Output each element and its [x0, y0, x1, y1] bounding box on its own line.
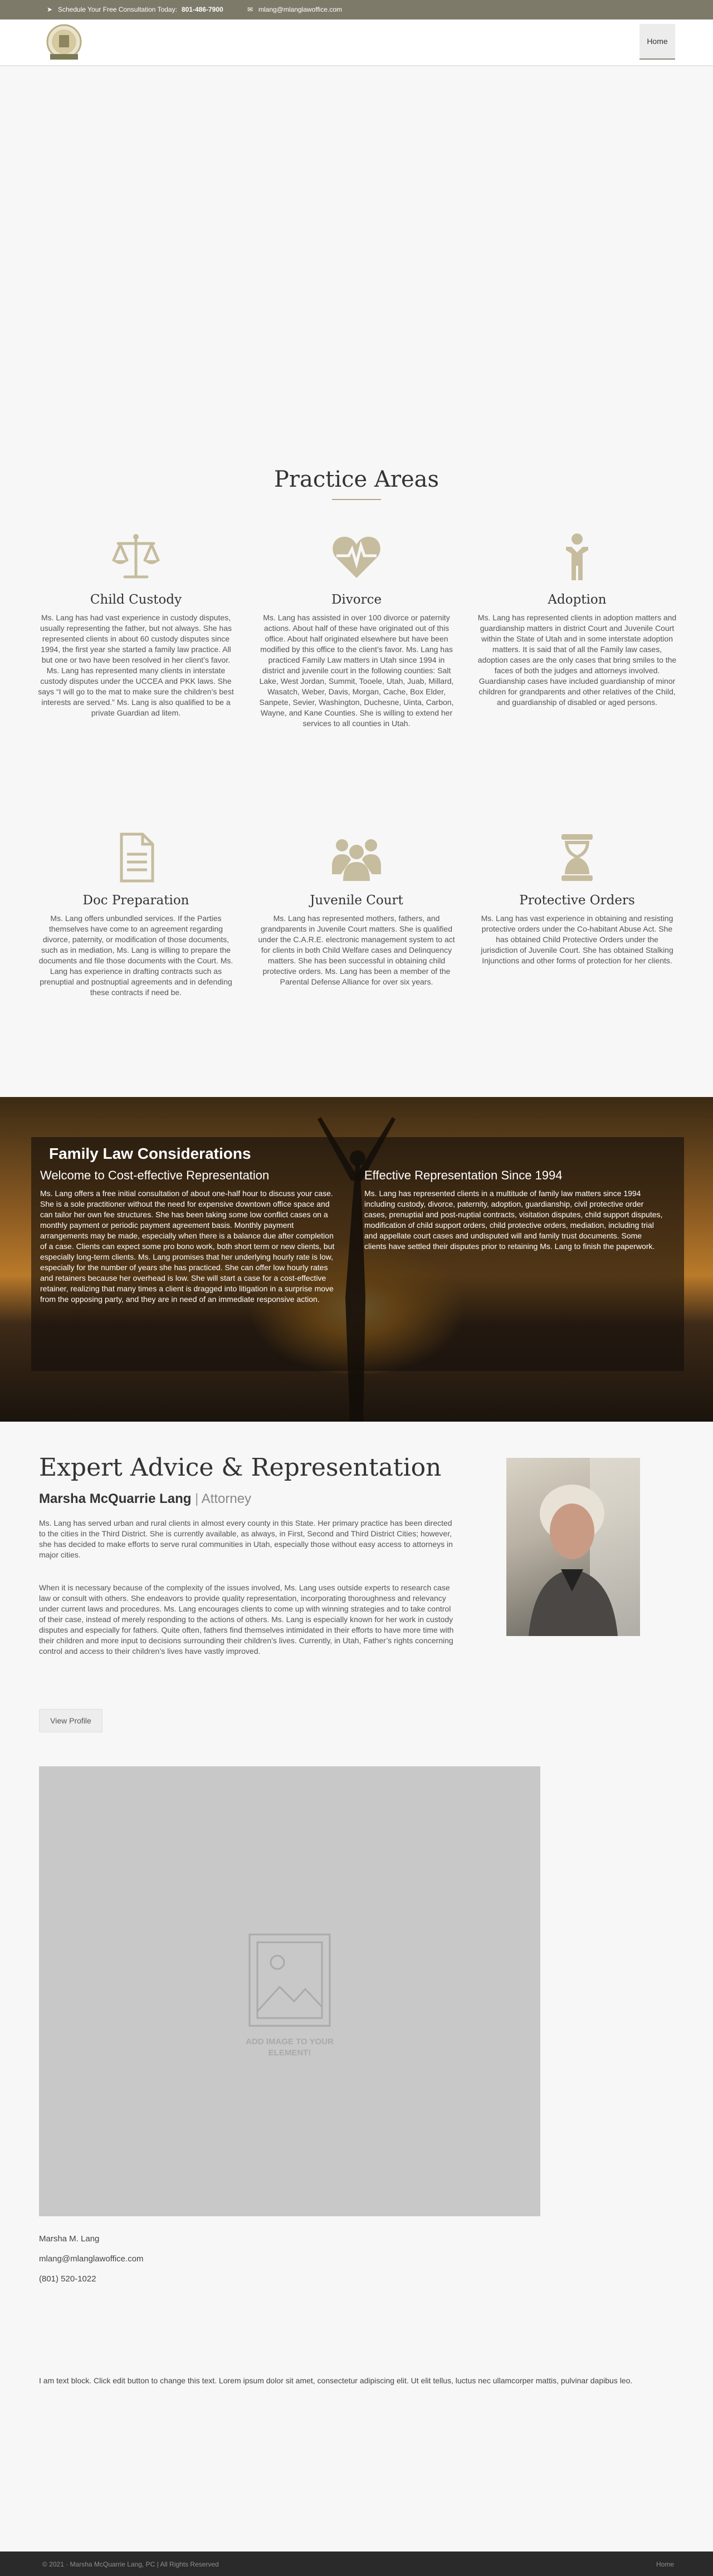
- practice-title: Protective Orders: [519, 893, 635, 908]
- practice-text: Ms. Lang offers unbundled services. If the Parties themselves have come to an agreement regarding divorce, paternity, or modification of those documents, such as in mediation, Ms. Lang is willing to prepare the documents and file those documents with the Court. Ms. Lang has experience in drafting contracts such as prenuptial and postnuptial agreements and in defending these contracts if need be.: [38, 914, 233, 997]
- consultation-info: [46, 6, 223, 13]
- expert-title: Expert Advice & Representation: [39, 1453, 442, 1482]
- attorney-name: Marsha McQuarrie Lang: [39, 1491, 192, 1506]
- footer-nav-home[interactable]: Home: [656, 2560, 674, 2568]
- top-email-link[interactable]: mlang@mlanglawoffice.com: [258, 6, 343, 13]
- paper-plane-icon: ➤: [46, 6, 53, 13]
- broken-heart-icon: [329, 529, 384, 585]
- image-placeholder-icon: [245, 1933, 334, 2028]
- practice-item-adoption: [477, 529, 677, 708]
- hourglass-icon: [549, 830, 605, 885]
- practice-text: Ms. Lang has had vast experience in custody disputes, usually representing the father, but not always. She has represented clients in about 60 custody disputes since 1994, the first year she started a family law practice. All but one or two have been resolved in her client’s favor. Ms. Lang has represented many clients in interstate custody disputes under the UCCEA and PKK laws. She says “I will go to the mat to make sure the children’s best interests are served.” Ms. Lang is also qualified to be a private Guardian ad litem.: [38, 613, 234, 717]
- portrait-image: [506, 1458, 640, 1636]
- placeholder-graphic: [245, 1933, 334, 2059]
- right-heading: Effective Representation Since 1994: [364, 1168, 563, 1182]
- email-info: [246, 6, 342, 13]
- practice-title: Adoption: [548, 592, 607, 607]
- practice-title: Child Custody: [90, 592, 182, 607]
- right-text: Ms. Lang has represented clients in a multitude of family law matters since 1994 including custody, divorce, paternity, adoption, guardianship, civil protective order cases, prenuptial and post-nuptial contracts, visitation disputes, child support disputes, modification of child support orders, child protective orders, mediation, including trial and appellate court cases and undisputed will and family trust documents. Some clients have settled their disputes prior to retaining Ms. Lang to finish the paperwork.: [364, 1189, 663, 1251]
- top-bar: [0, 0, 713, 19]
- placeholder-caption: ADD IMAGE TO YOUR ELEMENT!: [246, 2037, 334, 2058]
- practice-text: Ms. Lang has represented mothers, fathers, and grandparents in Juvenile Court matters. She is qualified under the C.A.R.E. electronic management system to act for clients in both Child Welfare cases and Delinquency matters. She has been successful in obtaining child protective orders. Ms. Lang has been a member of the Parental Defense Alliance for over six years.: [258, 914, 455, 986]
- practice-item-child-custody: [36, 529, 236, 718]
- site-header: [0, 19, 713, 66]
- footer-copyright: © 2021 · Marsha McQuarrie Lang, PC | All Rights Reserved: [42, 2560, 219, 2568]
- practice-item-juvenile-court: [256, 830, 457, 987]
- text-block: I am text block. Click edit button to change this text. Lorem ipsum dolor sit amet, consectetur adipiscing elit. Ut elit tellus, luctus nec ullamcorper mattis, pulvinar dapibus leo.: [39, 2376, 633, 2385]
- practice-areas-title: Practice Areas: [274, 467, 439, 492]
- left-text: Ms. Lang offers a free initial consultation of about one-half hour to discuss your case. She is a sole practitioner without the need for expensive downtown office space and can tailor her own fee structures. She has been taking some low conflict cases on a monthly payment or periodic payment agreement basis. Monthly payment arrangements may be made, especially when there is a balance due after completion of a case. Clients can expect some pro bono work, both short term or new clients, but especially long-term clients. Ms. Lang promises that her underlying hourly rate is low, especially for the number of years she has practiced. She can offer low hourly rates and retainers because her overhead is low. She will start a case for a cost-effective retainer, realizing that many times a client is dragged into litigation in a surprise move from the opposing party, and they are in need of an immediate responsive action.: [40, 1189, 335, 1304]
- envelope-icon: ✉: [247, 6, 253, 13]
- attorney-role: Attorney: [201, 1491, 252, 1506]
- contact-name: Marsha M. Lang: [39, 2234, 100, 2244]
- byline-separator: |: [195, 1491, 199, 1506]
- attorney-byline: [39, 1491, 251, 1507]
- contact-phone[interactable]: (801) 520-1022: [39, 2274, 96, 2284]
- nav-home[interactable]: Home: [639, 24, 675, 60]
- practice-title: Doc Preparation: [82, 893, 189, 908]
- expert-paragraph-1: Ms. Lang has served urban and rural clients in almost every county in this State. Her primary practice has been directed to the cities in the Third District. She is currently available, as always, in First, Second and Third District Cities; however, she has decided to make efforts to serve rural communities in Utah, especially those without easy access to attorneys in major cities.: [39, 1519, 453, 1559]
- title-divider: [332, 499, 381, 500]
- considerations-title: Family Law Considerations: [49, 1145, 251, 1162]
- consultation-text: Schedule Your Free Consultation Today:: [58, 6, 177, 13]
- practice-title: Divorce: [331, 592, 382, 607]
- image-placeholder: [39, 1766, 540, 2216]
- attorney-photo: [506, 1458, 640, 1636]
- left-heading: Welcome to Cost-effective Representation: [40, 1168, 270, 1182]
- expert-paragraph-2: When it is necessary because of the complexity of the issues involved, Ms. Lang uses outside experts to research case law or consult with others. She endeavors to provide quality representation, incorporating thoroughness and relevancy under current laws and procedures. Ms. Lang encourages clients to come up with winning strategies and to take control of their case, instead of merely responding to the actions of others. Ms. Lang is especially known for her work in custody disputes and especially for fathers. Quite often, fathers find themselves intimidated in their efforts to have more time with their children and more input to decisions surrounding their children’s lives. Currently, in Utah, Father’s rights concerning control and access to their children’s lives have vastly improved.: [39, 1583, 454, 1656]
- site-footer: [0, 2551, 713, 2576]
- practice-title: Juvenile Court: [310, 893, 403, 908]
- contact-email[interactable]: mlang@mlanglawoffice.com: [39, 2254, 144, 2264]
- practice-text: Ms. Lang has represented clients in adoption matters and guardianship matters in district Court and Juvenile Court within the State of Utah and in some interstate adoption matters. It is said that of all the Family law cases, adoption cases are the only cases that bring smiles to the faces of both the judges and attorneys involved. Guardianship cases have included guardianship of minor children for grandparents and other relatives of the Child, and guardianship of disabled or aged persons.: [477, 613, 677, 707]
- balance-scale-icon: [108, 529, 164, 585]
- practice-item-protective-orders: [477, 830, 677, 966]
- document-icon: [108, 830, 164, 885]
- view-profile-button[interactable]: View Profile: [39, 1709, 102, 1732]
- consultation-phone[interactable]: 801-486-7900: [181, 6, 223, 13]
- child-icon: [549, 529, 605, 585]
- considerations-section: [0, 1097, 713, 1422]
- practice-text: Ms. Lang has vast experience in obtaining and resisting protective orders under the Co-habitant Abuse Act. She has obtained Child Protective Orders under the jurisdiction of Juvenile Court. She has obtained Stalking Injunctions and other forms of protection for her clients.: [481, 914, 673, 965]
- practice-text: Ms. Lang has assisted in over 100 divorce or paternity actions. About half of these have originated out of this office. About half originated elsewhere but have been modified by this office to the client’s favor. Ms. Lang has practiced Family Law matters in Utah since 1994 in district and juvenile court in the following counties: Salt Lake, West Jordan, Summit, Tooele, Utah, Juab, Millard, Wasatch, Weber, Davis, Morgan, Cache, Box Elder, Sanpete, Sevier, Washington, Duchesne, Uinta, Carbon, Wayne, and Kane Counties. She is willing to extend her services to all counties in Utah.: [259, 613, 454, 728]
- site-logo[interactable]: [39, 23, 89, 63]
- practice-item-doc-preparation: [36, 830, 236, 998]
- group-icon: [329, 830, 384, 885]
- practice-item-divorce: [256, 529, 457, 729]
